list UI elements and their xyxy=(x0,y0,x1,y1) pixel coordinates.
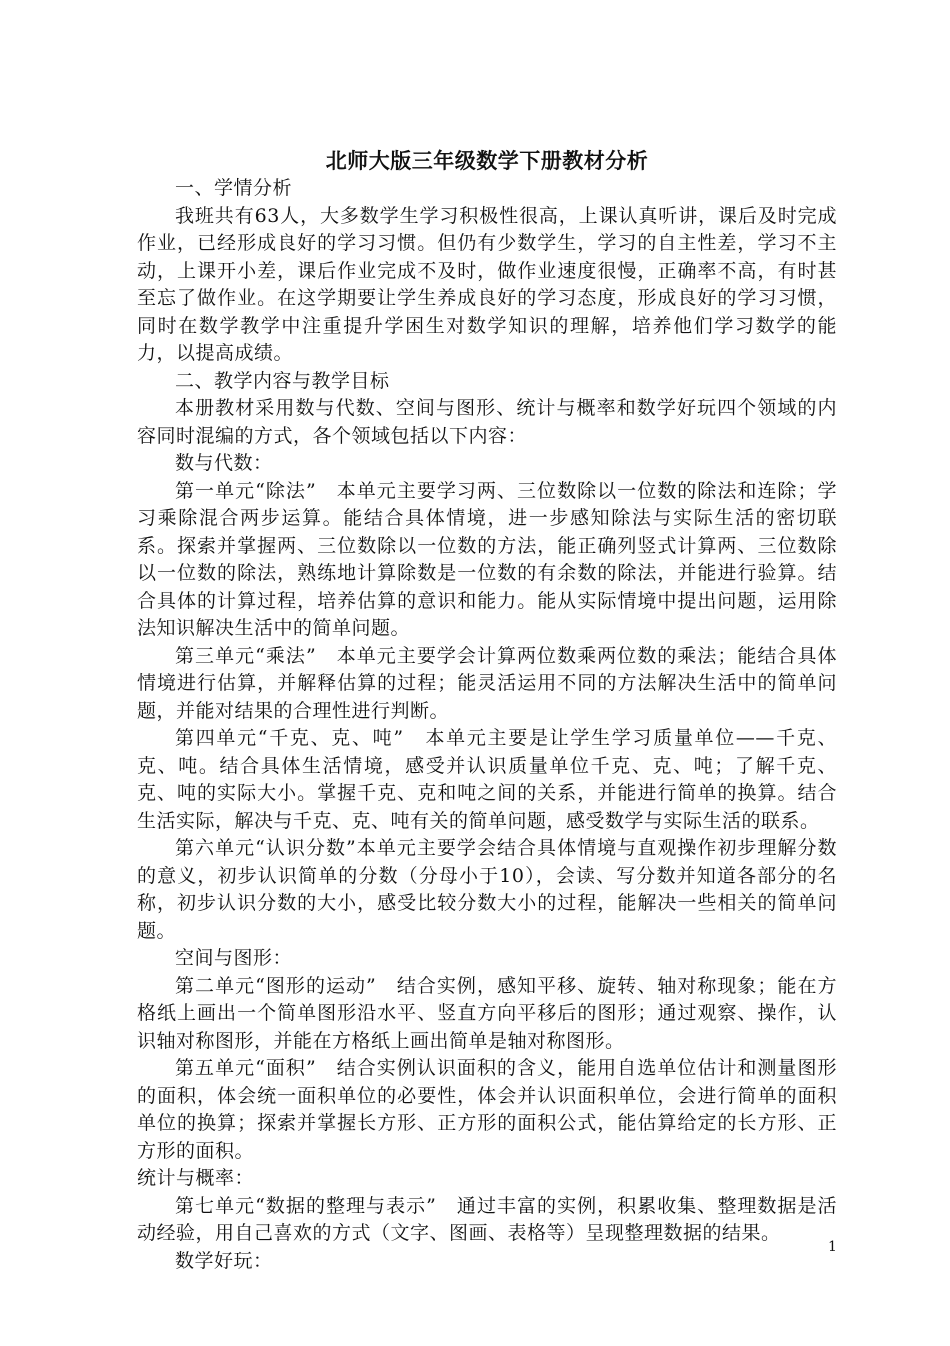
page-number: 1 xyxy=(828,1239,837,1255)
document-title: 北师大版三年级数学下册教材分析 xyxy=(325,148,649,173)
document-body xyxy=(137,146,837,1275)
subheading-math-fun: 数学好玩： xyxy=(175,1249,273,1272)
paragraph-unit-4: 第四单元“千克、克、吨” 本单元主要是让学生学习质量单位——千克、克、吨。结合具体生活情境，感受并认识质量单位千克、克、吨；了解千克、克、吨的实际大小。掌握千克、克和吨之间的关系，并能进行简单的换算。结合生活实际，解决与千克、克、吨有关的简单问题，感受数学与实际生活的联系。 xyxy=(137,727,837,832)
paragraph-unit-3: 第三单元“乘法” 本单元主要学会计算两位数乘两位数的乘法；能结合具体情境进行估算，并解释估算的过程；能灵活运用不同的方法解决生活中的简单问题，并能对结果的合理性进行判断。 xyxy=(137,644,837,722)
section-heading-learning-analysis: 一、学情分析 xyxy=(175,177,293,199)
subheading-statistics-probability: 统计与概率： xyxy=(137,1167,255,1189)
paragraph-unit-5: 第五单元“面积” 结合实例认识面积的含义，能用自选单位估计和测量图形的面积，体会统一面积单位的必要性，体会并认识面积单位，会进行简单的面积单位的换算；探索并掌握长方形、正方形的面积公式，能估算给定的长方形、正方形的面积。 xyxy=(137,1057,837,1162)
section-heading-teaching-content: 二、教学内容与教学目标 xyxy=(175,369,390,392)
paragraph-unit-7: 第七单元“数据的整理与表示” 通过丰富的实例，积累收集、整理数据是活动经验，用自己喜欢的方式（文字、图画、表格等）呈现整理数据的结果。 xyxy=(137,1194,837,1244)
paragraph-unit-6: 第六单元“认识分数”本单元主要学会结合具体情境与直观操作初步理解分数的意义，初步认识简单的分数（分母小于10），会读、写分数并知道各部分的名称，初步认识分数的大小，感受比较分数大小的过程，能解决一些相关的简单问题。 xyxy=(137,837,837,942)
paragraph-teaching-intro: 本册教材采用数与代数、空间与图形、统计与概率和数学好玩四个领域的内容同时混编的方式，各个领域包括以下内容： xyxy=(137,397,837,447)
subheading-number-algebra: 数与代数： xyxy=(175,452,273,474)
paragraph-learning-analysis: 我班共有63人，大多数学生学习积极性很高，上课认真听讲，课后及时完成作业，已经形成良好的学习习惯。但仍有少数学生，学习的自主性差，学习不主动，上课开小差，课后作业完成不及时，做作业速度很慢，正确率不高，有时甚至忘了做作业。在这学期要让学生养成良好的学习态度，形成良好的学习习惯，同时在数学教学中注重提升学困生对数学知识的理解，培养他们学习数学的能力，以提高成绩。 xyxy=(137,204,837,364)
subheading-space-shape: 空间与图形： xyxy=(175,947,293,969)
paragraph-unit-1: 第一单元“除法” 本单元主要学习两、三位数除以一位数的除法和连除；学习乘除混合两步运算。能结合具体情境，进一步感知除法与实际生活的密切联系。探索并掌握两、三位数除以一位数的方法，能正确列竖式计算两、三位数除以一位数的除法，熟练地计算除数是一位数的有余数的除法，并能进行验算。结合具体的计算过程，培养估算的意识和能力。能从实际情境中提出问题，运用除法知识解决生活中的简单问题。 xyxy=(137,479,837,639)
paragraph-unit-2: 第二单元“图形的运动” 结合实例，感知平移、旋转、轴对称现象；能在方格纸上画出一个简单图形沿水平、竖直方向平移后的图形；通过观察、操作，认识轴对称图形，并能在方格纸上画出简单是轴对称图形。 xyxy=(137,974,837,1052)
